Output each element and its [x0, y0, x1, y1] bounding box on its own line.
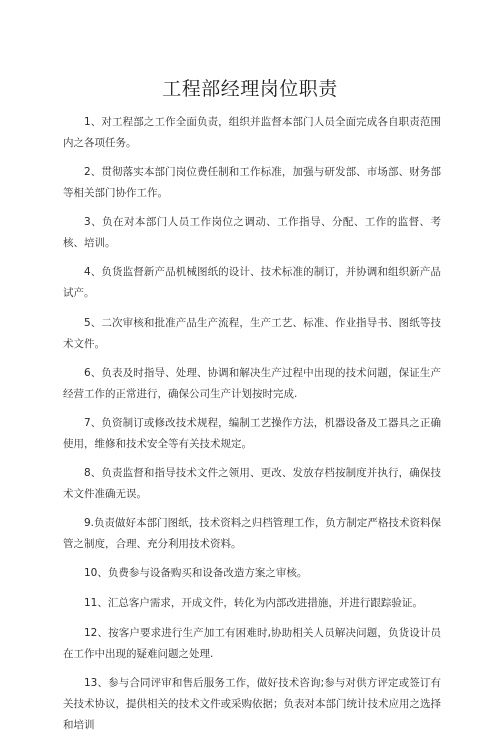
duty-item-9: 9.负责做好本部门图纸，技术资料之归档管理工作，负方制定严格技术资料保管之制度，合理、充分利用技术资料。	[63, 517, 441, 550]
duty-item-13: 13、参与合同评审和售后服务工作，做好技术咨询;参与对供方评定或签订有关技术协议，提供相关的技术文件或采购依据；负表对本部门统计技术应用之选择和培训	[63, 677, 441, 731]
duty-item-5: 5、二次审核和批准产品生产流程，生产工艺、标准、作业指导书、图纸等技术文件。	[63, 317, 441, 350]
duty-list	[63, 112, 441, 744]
duty-item-6: 6、负表及时指导、处理、协调和解决生产过程中出现的技术问题，保证生产经营工作的正常进行，确保公司生产计划按时完成.	[63, 367, 441, 400]
duty-item-2: 2、贯彻落实本部门岗位费任制和工作标准，加强与研发部、市场部、财务部等相关部门协作工作。	[63, 166, 441, 199]
duty-item-3: 3、负在对本部门人员工作岗位之调动、工作指导、分配、工作的监督、考核、培训。	[63, 216, 441, 249]
duty-item-1: 1、对工程部之工作全面负责，组织并监督本部门人员全面完成各自职责范围内之各项任务。	[63, 116, 441, 149]
duty-item-4: 4、负货监督新产品机械图纸的设计、技术标准的制订，并协调和组织新产品试产。	[63, 266, 441, 299]
duty-item-8: 8、负责监督和指导技术文件之领用、更改、发放存档按制度并执行，确保技术文件准确无误。	[63, 467, 441, 500]
document-title: 工程部经理岗位职责	[162, 78, 338, 100]
duty-item-7: 7、负资制订或修改技术规程，编制工艺操作方法，机器设备及工器具之正确使用，维修和技术安全等有关技术规定。	[63, 417, 441, 450]
duty-item-12: 12、按客户要求进行生产加工有困难时,协助相关人员解决问题，负货设计员在工作中出现的疑难问题之处理.	[63, 627, 441, 660]
duty-item-11: 11、汇总客户需求，开成文件，转化为内部改进措施，并进行跟踪验证。	[84, 597, 423, 609]
duty-item-10: 10、负费参与设备购买和设备改造方案之审核。	[84, 567, 308, 579]
